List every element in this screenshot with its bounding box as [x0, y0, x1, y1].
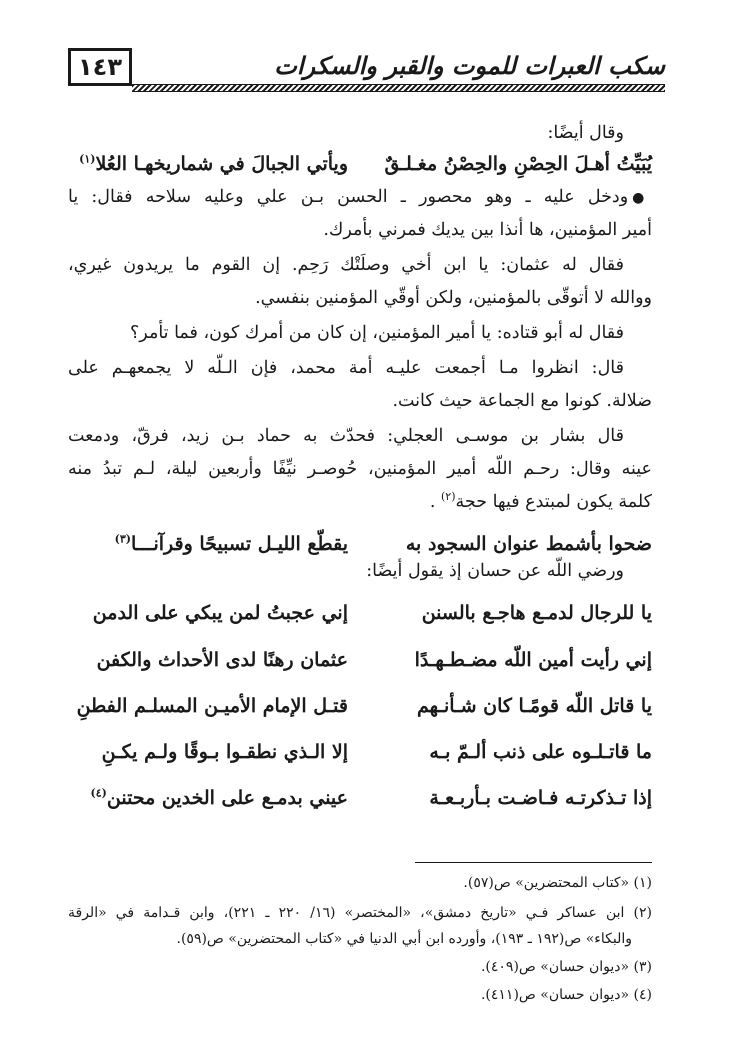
- poem-verse-3: [68, 690, 652, 722]
- running-title: سكب العبرات للموت والقبر والسكرات: [274, 52, 665, 80]
- paragraph-1-line-2: أمير المؤمنين، ها أنذا بين يديك فمرني بأمرك.: [323, 220, 652, 240]
- poem-verse-2-second: عثمان رهنًا لدى الأحداث والكفن: [96, 649, 348, 671]
- footnote-2-line-1: (٢) ابن عساكر فـي «تاريخ دمشق»، «المختصر» (١٦/ ٢٢٠ ـ ٢٢١)، وابن قـدامة في «الرقة: [68, 905, 652, 921]
- footnote-ref-4: (٤): [90, 786, 107, 800]
- paragraph-5-line-2: عينه وقال: رحـم اللّه أمير المؤمنين، حُوصـر نيِّفًا وأربعين ليلة، لـم تبدُ منه: [68, 459, 652, 479]
- poem-verse-2-first: إني رأيت أمين اللّه مضـطـهـدًا: [414, 649, 652, 671]
- paragraph-4-line-2: ضلالة. كونوا مع الجماعة حيث كانت.: [392, 391, 652, 411]
- poem-verse-1-second: إني عجبتُ لمن يبكي على الدمن: [92, 602, 348, 624]
- verse-2-first-hemistich: ضحوا بأشمط عنوان السجود به: [405, 533, 652, 555]
- verse-1-second-hemistich: [68, 148, 348, 180]
- footnote-ref-1: (١): [79, 152, 96, 166]
- footnote-ref-2: (٢): [441, 490, 456, 504]
- paragraph-1-line-1-text: ودخل عليه ـ وهو محصور ـ الحسن بـن علي وعليه سلاحه فقال: يا: [68, 187, 629, 207]
- poem-verse-3-first: يا قاتل اللّه قومًـا كان شـأنـهم: [417, 695, 652, 717]
- poem-verse-5-first: إذا تـذكرتـه فـاضـت بـأربـعـة: [429, 787, 652, 809]
- paragraph-3: فقال له أبو قتاده: يا أمير المؤمنين، إن كان من أمرك كون، فما تأمر؟: [130, 323, 624, 343]
- paragraph-5-line-3-text: كلمة يكون لمبتدع فيها حجة: [455, 492, 652, 512]
- footnote-4: (٤) «ديوان حسان» ص(٤١١).: [480, 987, 652, 1003]
- paragraph-5-line-3: كلمة يكون لمبتدع فيها حجة$^{(٢)}$ .: [429, 490, 652, 512]
- poem-verse-1: [68, 597, 652, 629]
- paragraph-5-line-1: قال بشار بن موسـى العجلي: فحدّث به حماد بـن زيد، فرقّ، ودمعت: [68, 426, 624, 446]
- header-rule: [132, 84, 665, 92]
- footnote-separator: [415, 862, 652, 863]
- verse-2-second-text: يقطّع الليـل تسبيحًا وقرآنـــا: [130, 533, 348, 555]
- poem-verse-5: [68, 782, 652, 814]
- footnote-1: (١) «كتاب المحتضرين» ص(٥٧).: [463, 875, 652, 891]
- footnote-ref-3: (٣): [114, 532, 131, 546]
- poem-verse-1-first: يا للرجال لدمـع هاجـع بالسنن: [421, 602, 652, 624]
- paragraph-2-line-2: ووالله لا أتوقّى بالمؤمنين، ولكن أوقّي المؤمنين بنفسي.: [255, 288, 652, 308]
- intro-line-2: ورضي اللّه عن حسان إذ يقول أيضًا:: [366, 561, 624, 581]
- bullet-icon: ●: [632, 190, 652, 206]
- poem-verse-5-second-text: عيني بدمـع على الخدين محتنن: [106, 787, 348, 809]
- intro-line: وقال أيضًا:: [547, 123, 624, 143]
- poem-verse-4-first: ما قاتـلـوه على ذنب ألـمّ بـه: [429, 741, 652, 763]
- page-number: ١٤٣: [68, 48, 132, 86]
- verse-1-second-text: ويأتي الجبالَ في شماريخهـا العُلا: [95, 153, 348, 175]
- poem-verse-2: [68, 644, 652, 676]
- poem-verse-4: [68, 736, 652, 768]
- footnote-3: (٣) «ديوان حسان» ص(٤٠٩).: [480, 959, 652, 975]
- paragraph-1-line-1: [68, 182, 652, 213]
- paragraph-4-line-1: قال: انظروا مـا أجمعت عليـه أمة محمد، فإن الـلّه لا يجمعهـم على: [68, 358, 624, 378]
- paragraph-2-line-1: فقال له عثمان: يا ابن أخي وصلَتْك رَحِم. إن القوم ما يريدون غيري،: [68, 255, 624, 275]
- poem-verse-4-second: إلا الـذي نطقـوا بـوقًا ولـم يكـنِ: [101, 741, 348, 763]
- poem-verse-5-second: [68, 782, 348, 814]
- verse-1: [68, 148, 652, 180]
- poem-verse-3-second: قتـل الإمام الأميـن المسلـم الفطنِ: [76, 695, 348, 717]
- verse-1-first-hemistich: يُبَيِّتُ أهـلَ الحِصْنِ والحِصْنُ مغـلـقٌ: [384, 153, 652, 175]
- footnote-2-line-2: والبكاء» ص(١٩٢ ـ ١٩٣)، وأورده ابن أبي الدنيا في «كتاب المحتضرين» ص(٥٩).: [176, 931, 632, 947]
